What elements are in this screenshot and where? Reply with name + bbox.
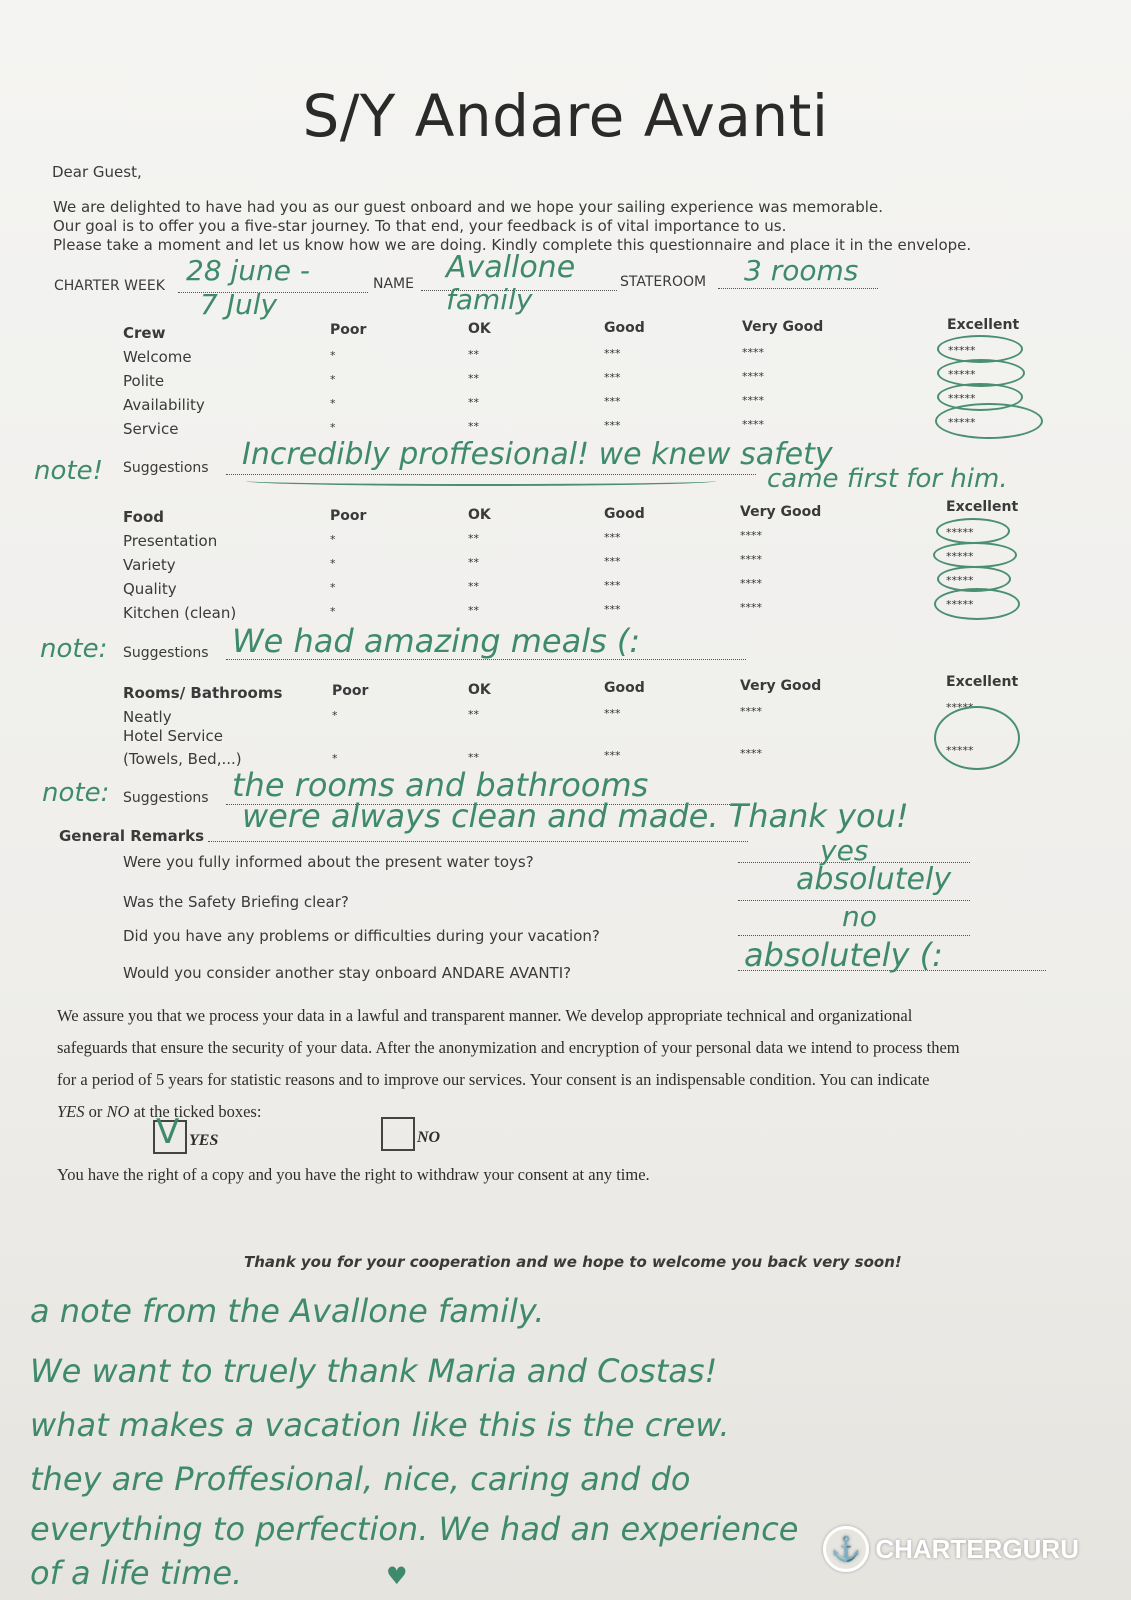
crew-availability-star-1[interactable]: * [330,397,336,410]
handwritten-note-line-2: We want to truely thank Maria and Costas! [30,1352,718,1390]
food-col-excellent: Excellent [946,499,1019,515]
col-good: Good [604,320,645,336]
food-kitchen-star-3[interactable]: *** [604,603,621,616]
crew-suggestion-underline [246,476,716,486]
answer-another-stay[interactable]: absolutely (: [744,936,943,974]
crew-suggestion-text-2[interactable]: came first for him. [767,464,1008,494]
consent-line-1: We assure you that we process your data in a lawful and transparent manner. We develop appropriate technical and organizational [57,1006,913,1025]
rooms-suggestions-label: Suggestions [123,790,209,806]
food-kitchen-star-2[interactable]: ** [468,604,479,617]
food-suggestion-text[interactable]: We had amazing meals (: [232,622,641,660]
crew-polite-star-4[interactable]: **** [742,370,764,383]
food-item-presentation: Presentation [123,532,218,550]
food-presentation-star-2[interactable]: ** [468,532,479,545]
rooms-service-star-2[interactable]: ** [468,751,479,764]
food-heading: Food [123,508,164,526]
yes-check-mark: V [156,1112,180,1152]
crew-welcome-star-2[interactable]: ** [468,348,479,361]
food-quality-star-1[interactable]: * [330,581,336,594]
yes-label: YES [189,1132,219,1149]
stateroom-label: STATEROOM [620,274,707,290]
rooms-excellent-circle [934,706,1020,770]
consent-ticked-boxes-text: at the ticked boxes: [129,1102,262,1121]
question-problems: Did you have any problems or difficulties during your vacation? [123,927,600,945]
intro-line-3: Please take a moment and let us know how we are doing. Kindly complete this questionnaire and place it in the envelope. [53,236,972,254]
food-variety-excellent-circle [933,542,1017,568]
rooms-col-ok: OK [468,682,491,698]
crew-suggestions-label: Suggestions [123,460,209,476]
rooms-neatly-star-3[interactable]: *** [604,707,621,720]
food-variety-star-2[interactable]: ** [468,556,479,569]
food-suggestions-label: Suggestions [123,645,209,661]
food-col-ok: OK [468,507,491,523]
chartergur-watermark [823,1526,1079,1572]
consent-line-2: safeguards that ensure the security of your data. After the anonymization and encryption of your personal data we intend to process them [57,1038,960,1057]
crew-note-mark: note! [34,456,103,486]
rooms-col-very-good: Very Good [740,678,822,694]
rooms-service-star-3[interactable]: *** [604,749,621,762]
question-another-stay: Would you consider another stay onboard ANDARE AVANTI? [123,964,572,982]
rooms-neatly-star-5[interactable]: ***** [946,701,974,714]
greeting: Dear Guest, [52,163,142,181]
crew-welcome-star-5[interactable]: ***** [948,344,976,357]
food-quality-star-3[interactable]: *** [604,579,621,592]
no-checkbox[interactable] [381,1117,415,1151]
consent-or-word: or [84,1102,107,1121]
consent-line-3: for a period of 5 years for statistic reasons and to improve our services. Your consent is an indispensable condition. You can indicate [57,1070,930,1089]
rooms-neatly-star-1[interactable]: * [332,709,338,722]
handwritten-note-line-4: they are Proffesional, nice, caring and do [30,1460,691,1498]
crew-item-welcome: Welcome [123,348,192,366]
intro-line-2: Our goal is to offer you a five-star journey. To that end, your feedback is of vital importance to us. [53,217,787,235]
general-remarks-text[interactable]: were always clean and made. Thank you! [242,797,909,835]
charter-week-value-end[interactable]: 7 July [200,288,278,321]
handwritten-note-line-3: what makes a vacation like this is the crew. [30,1406,730,1444]
handwritten-note-line-6: of a life time. [30,1554,243,1592]
answer-safety-briefing[interactable]: absolutely [796,862,952,897]
charter-week-value[interactable]: 28 june - [186,254,311,287]
name-value-2[interactable]: family [446,283,533,316]
food-quality-star-4[interactable]: **** [740,577,762,590]
crew-service-star-1[interactable]: * [330,421,336,434]
food-presentation-star-5[interactable]: ***** [946,526,974,539]
food-presentation-star-4[interactable]: **** [740,529,762,542]
crew-heading: Crew [123,324,166,342]
crew-availability-star-2[interactable]: ** [468,396,479,409]
food-note-mark: note: [40,634,108,664]
answer-problems[interactable]: no [842,900,877,933]
food-presentation-excellent-circle [936,518,1010,544]
col-poor: Poor [330,322,367,338]
thank-you-line: Thank you for your cooperation and we hope to welcome you back very soon! [244,1253,902,1271]
rooms-suggestion-text[interactable]: the rooms and bathrooms [232,766,649,804]
crew-service-excellent-circle [935,403,1043,439]
consent-no-word: NO [106,1102,130,1121]
food-variety-star-3[interactable]: *** [604,555,621,568]
question-water-toys: Were you fully informed about the present water toys? [123,853,534,871]
food-col-very-good: Very Good [740,504,822,520]
no-label: NO [417,1129,441,1146]
handwritten-note-line-5: everything to perfection. We had an experience [30,1510,799,1548]
anchor-icon: ⚓ [823,1526,869,1572]
crew-service-star-4[interactable]: **** [742,418,764,431]
food-variety-star-5[interactable]: ***** [946,550,974,563]
rooms-item-hotel-service: Hotel Service [123,727,223,745]
col-very-good: Very Good [742,319,824,335]
heart-icon: ♥ [386,1562,408,1590]
consent-rights: You have the right of a copy and you have the right to withdraw your consent at any time. [57,1165,650,1184]
page-title: S/Y Andare Avanti [302,82,829,150]
charter-week-label: CHARTER WEEK [54,278,165,294]
rooms-service-star-1[interactable]: * [332,752,338,765]
food-col-good: Good [604,506,645,522]
food-item-kitchen: Kitchen (clean) [123,604,237,622]
food-variety-star-1[interactable]: * [330,557,336,570]
crew-welcome-star-1[interactable]: * [330,349,336,362]
watermark-text: CHARTERGURU [875,1533,1079,1564]
col-ok: OK [468,321,491,337]
answer-water-toys[interactable]: yes [820,834,869,867]
crew-service-star-2[interactable]: ** [468,420,479,433]
food-col-poor: Poor [330,508,367,524]
food-item-quality: Quality [123,580,177,598]
food-presentation-star-1[interactable]: * [330,533,336,546]
question-safety-briefing: Was the Safety Briefing clear? [123,893,349,911]
crew-availability-star-3[interactable]: *** [604,395,621,408]
crew-service-star-5[interactable]: ***** [948,416,976,429]
intro-line-1: We are delighted to have had you as our guest onboard and we hope your sailing experience was memorable. [53,198,883,216]
crew-item-service: Service [123,420,179,438]
food-kitchen-excellent-circle [934,588,1020,620]
food-quality-star-2[interactable]: ** [468,580,479,593]
crew-availability-star-5[interactable]: ***** [948,392,976,405]
food-kitchen-star-1[interactable]: * [330,605,336,618]
rooms-service-star-4[interactable]: **** [740,747,762,760]
crew-polite-star-5[interactable]: ***** [948,368,976,381]
rooms-heading: Rooms/ Bathrooms [123,684,283,702]
rooms-note-mark: note: [42,778,110,808]
crew-item-polite: Polite [123,372,165,390]
rooms-item-towels-bed: (Towels, Bed,...) [123,750,242,768]
crew-polite-star-1[interactable]: * [330,373,336,386]
food-quality-star-5[interactable]: ***** [946,574,974,587]
crew-welcome-star-4[interactable]: **** [742,346,764,359]
stateroom-value[interactable]: 3 rooms [744,254,859,287]
rooms-service-star-5[interactable]: ***** [946,744,974,757]
rooms-col-excellent: Excellent [946,674,1019,690]
food-kitchen-star-4[interactable]: **** [740,601,762,614]
rooms-neatly-star-4[interactable]: **** [740,705,762,718]
crew-polite-star-3[interactable]: *** [604,371,621,384]
rooms-col-good: Good [604,680,645,696]
food-item-variety: Variety [123,556,176,574]
crew-availability-star-4[interactable]: **** [742,394,764,407]
col-excellent: Excellent [947,317,1020,333]
crew-item-availability: Availability [123,396,205,414]
rooms-neatly-star-2[interactable]: ** [468,708,479,721]
crew-polite-star-2[interactable]: ** [468,372,479,385]
rooms-item-neatly: Neatly [123,708,172,726]
name-value[interactable]: Avallone [446,250,576,285]
rooms-col-poor: Poor [332,683,369,699]
crew-service-star-3[interactable]: *** [604,419,621,432]
name-label: NAME [373,276,414,292]
food-presentation-star-3[interactable]: *** [604,531,621,544]
general-remarks-label: General Remarks [59,827,204,845]
crew-suggestion-text[interactable]: Incredibly proffesional! we knew safety [242,437,833,472]
consent-yes-word: YES [57,1102,85,1121]
food-kitchen-star-5[interactable]: ***** [946,598,974,611]
crew-welcome-star-3[interactable]: *** [604,347,621,360]
food-variety-star-4[interactable]: **** [740,553,762,566]
handwritten-note-line-1: a note from the Avallone family. [30,1292,545,1330]
